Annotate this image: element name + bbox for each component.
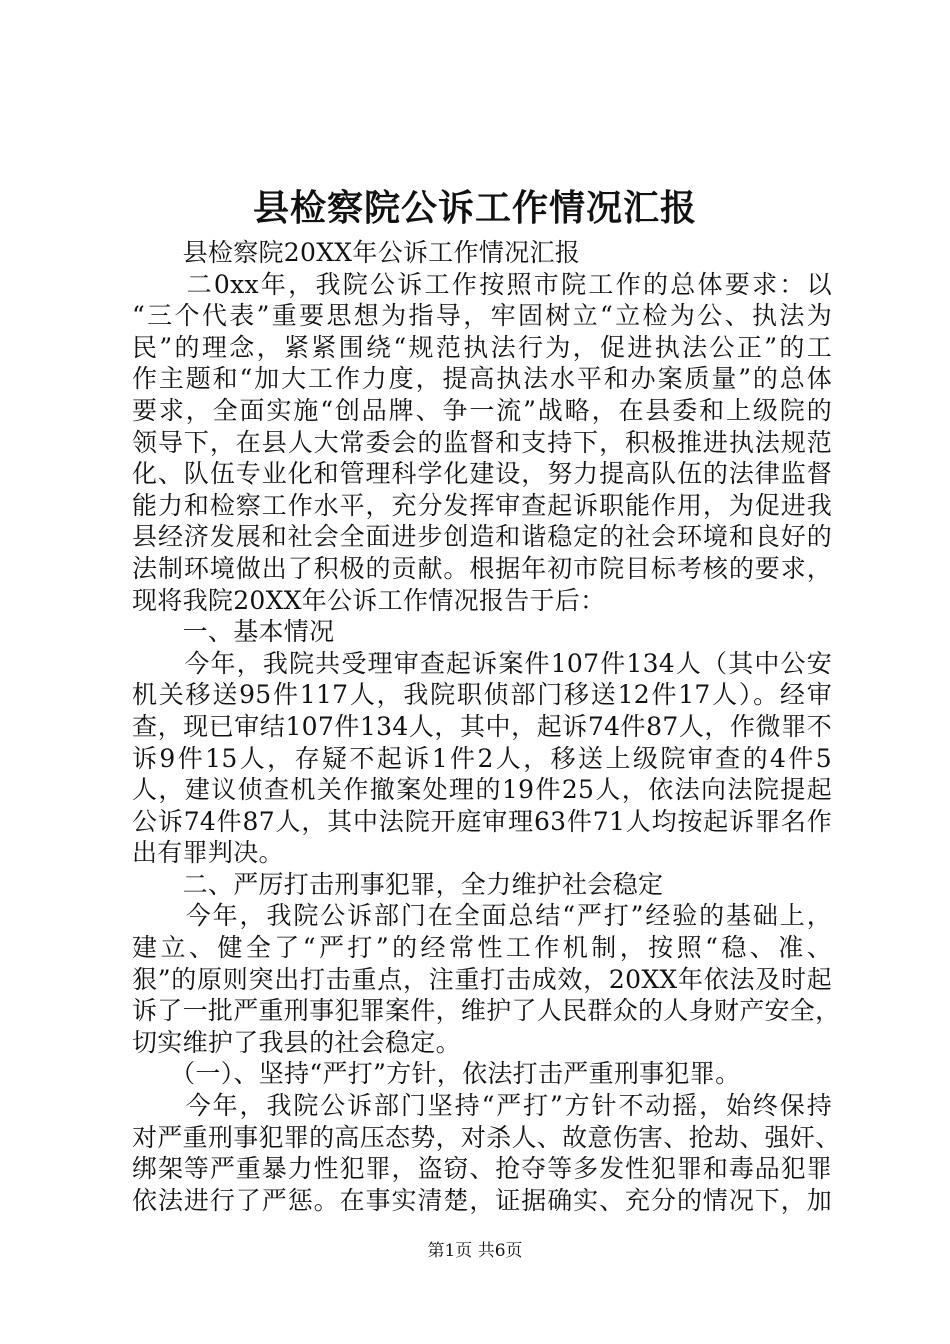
text-line: 机关移送95件117人，我院职侦部门移送12件17人）。经审 [132,680,832,710]
document-title: 县检察院公诉工作情况汇报 [252,187,697,229]
text-line: 切实维护了我县的社会稳定。 [132,1027,461,1057]
text-line: 能力和检察工作水平，充分发挥审查起诉职能作用，为促进我 [132,490,832,520]
text-line: 建立、健全了“严打”的经常性工作机制，按照“稳、准、 [132,933,832,963]
section-heading: 二、严厉打击刑事犯罪，全力维护社会稳定 [132,869,664,899]
text-line: 依法进行了严惩。在事实清楚，证据确实、充分的情况下，加 [132,1185,832,1215]
text-line: 狠”的原则突出打击重点，注重打击成效，20XX年依法及时起 [132,964,832,994]
page-number: 第1页 共6页 [427,1241,523,1261]
text-line: 公诉74件87人，其中法院开庭审理63件71人均按起诉罪名作 [132,806,832,836]
text-line: 今年，我院公诉部门坚持“严打”方针不动摇，始终保持 [132,1091,832,1121]
text-line: 诉9件15人，存疑不起诉1件2人，移送上级院审查的4件5 [132,743,832,773]
text-line: “三个代表”重要思想为指导，牢固树立“立检为公、执法为 [132,301,832,331]
text-line: 诉了一批严重刑事犯罪案件，维护了人民群众的人身财产安全， [132,996,841,1026]
text-line: 查，现已审结107件134人，其中，起诉74件87人，作微罪不 [132,711,832,741]
text-line: 今年，我院共受理审查起诉案件107件134人（其中公安 [132,648,832,678]
section-heading: 一、基本情况 [132,617,335,647]
text-line: 法制环境做出了积极的贡献。根据年初市院目标考核的要求， [132,553,832,583]
text-line: 二0xx年，我院公诉工作按照市院工作的总体要求：以 [132,269,832,299]
text-line: 县检察院20XX年公诉工作情况汇报 [132,238,581,267]
text-line: 领导下，在县人大常委会的监督和支持下，积极推进执法规范 [132,427,832,457]
text-line: 今年，我院公诉部门在全面总结“严打”经验的基础上， [132,901,832,931]
text-line: 作主题和“加大工作力度，提高执法水平和办案质量”的总体 [132,364,832,394]
text-line: 绑架等严重暴力性犯罪，盗窃、抢夺等多发性犯罪和毒品犯罪 [132,1154,832,1184]
text-line: 出有罪判决。 [132,838,284,868]
text-line: 现将我院20XX年公诉工作情况报告于后： [132,585,606,615]
text-line: 县经济发展和社会全面进步创造和谐稳定的社会环境和良好的 [132,522,832,552]
text-line: 对严重刑事犯罪的高压态势，对杀人、故意伤害、抢劫、强奸、 [132,1122,841,1152]
document-body [132,237,841,1216]
text-line: 化、队伍专业化和管理科学化建设，努力提高队伍的法律监督 [132,459,832,489]
subsection-heading: （一）、坚持“严打”方针，依法打击严重刑事犯罪。 [132,1059,741,1089]
text-line: 要求，全面实施“创品牌、争一流”战略，在县委和上级院的 [132,395,832,425]
text-line: 民”的理念，紧紧围绕“规范执法行为，促进执法公正”的工 [132,332,832,362]
text-line: 人，建议侦查机关作撤案处理的19件25人，依法向法院提起 [132,775,832,805]
